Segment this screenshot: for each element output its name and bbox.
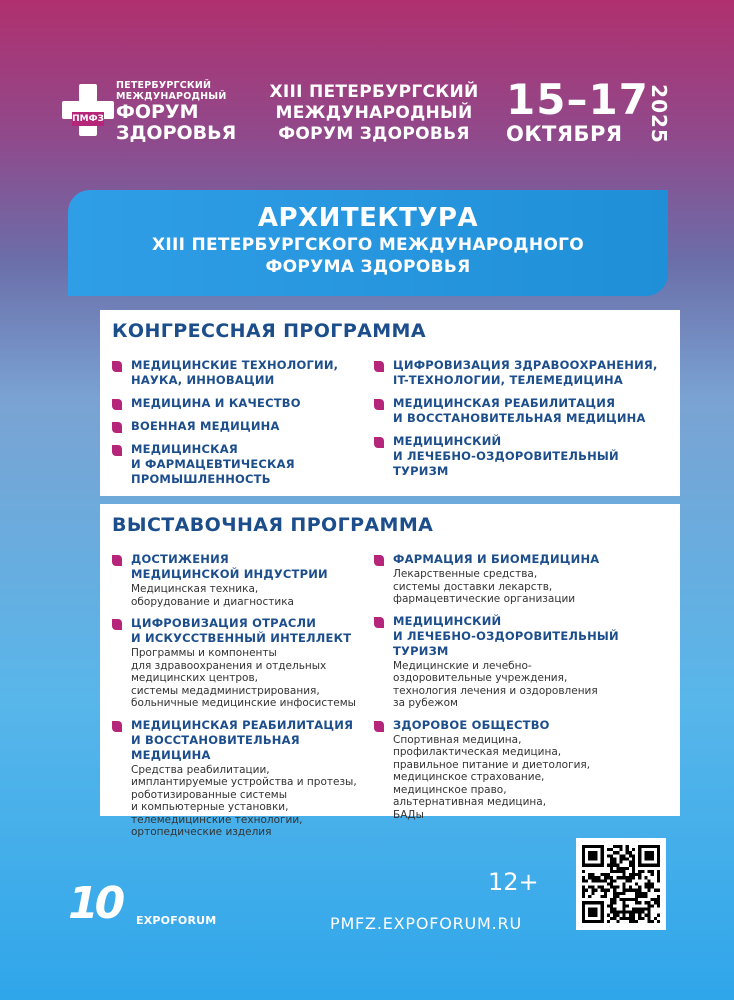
program-item-description: Медицинская техника, оборудование и диагностика — [131, 583, 294, 608]
header — [0, 0, 734, 170]
program-item-title: ЦИФРОВИЗАЦИЯ ОТРАСЛИ И ИСКУССТВЕННЫЙ ИНТЕЛЛЕКТ — [131, 616, 352, 645]
exhibition-program-card — [100, 504, 680, 838]
program-item-description: Лекарственные средства, системы доставки лекарств, фармацевтические организации — [393, 568, 576, 605]
program-item — [112, 442, 374, 487]
congress-program-title: КОНГРЕССНАЯ ПРОГРАММА — [112, 320, 426, 342]
program-item — [112, 616, 374, 710]
program-item — [112, 396, 374, 411]
logo-small-text: ПЕТЕРБУРГСКИЙ МЕЖДУНАРОДНЫЙ — [116, 80, 227, 102]
program-item-description: Программы и компоненты для здравоохранения и отдельных медицинских центров, системы медадминистрирования, больничные медицинские инфосистемы — [131, 647, 356, 709]
expoforum-label: EXPOFORUM — [136, 914, 217, 927]
program-item-title: МЕДИЦИНСКАЯ И ФАРМАЦЕВТИЧЕСКАЯ ПРОМЫШЛЕННОСТЬ — [131, 442, 295, 486]
exhibition-program-title: ВЫСТАВОЧНАЯ ПРОГРАММА — [112, 514, 434, 536]
bullet-icon — [112, 399, 122, 410]
program-item-title: МЕДИЦИНСКАЯ РЕАБИЛИТАЦИЯ И ВОССТАНОВИТЕЛЬНАЯ МЕДИЦИНА — [393, 396, 646, 425]
banner-title: АРХИТЕКТУРА — [257, 203, 479, 233]
bullet-icon — [374, 361, 384, 372]
medical-cross-icon — [62, 84, 114, 136]
anniversary-number: 10 — [68, 878, 122, 929]
bullet-icon — [374, 437, 384, 448]
exhibition-left-column — [112, 552, 374, 847]
program-item — [112, 358, 374, 388]
bullet-icon — [374, 617, 384, 628]
bullet-icon — [374, 555, 384, 566]
program-item-description: Медицинские и лечебно- оздоровительные учреждения, технология лечения и оздоровления за рубежом — [393, 659, 598, 709]
date-range: 15–17 — [506, 75, 649, 124]
program-item-title: ЗДОРОВОЕ ОБЩЕСТВО — [393, 717, 550, 732]
expoforum-logo[interactable] — [64, 880, 224, 936]
program-item-description: Средства реабилитации, имплантируемые устройства и протезы, роботизированные системы и компьютерные установки, телемедицинские технологии, ортопедические изделия — [131, 763, 357, 838]
event-year: 2025 — [647, 84, 671, 144]
program-item — [374, 552, 674, 606]
banner-subtitle: XIII ПЕТЕРБУРГСКОГО МЕЖДУНАРОДНОГО ФОРУМА ЗДОРОВЬЯ — [151, 235, 585, 277]
program-item-title: ФАРМАЦИЯ И БИОМЕДИЦИНА — [393, 552, 600, 566]
exhibition-right-column — [374, 552, 674, 829]
bullet-icon — [374, 399, 384, 410]
congress-right-column — [374, 358, 674, 487]
program-item-title: МЕДИЦИНСКИЙ И ЛЕЧЕБНО-ОЗДОРОВИТЕЛЬНЫЙ ТУРИЗМ — [393, 613, 619, 658]
age-rating: 12+ — [488, 868, 539, 896]
congress-left-column — [112, 358, 374, 495]
qr-code-icon[interactable] — [576, 838, 666, 930]
program-item-title: МЕДИЦИНА И КАЧЕСТВО — [131, 396, 301, 410]
forum-title: XIII ПЕТЕРБУРГСКИЙ МЕЖДУНАРОДНЫЙ ФОРУМ ЗДОРОВЬЯ — [269, 82, 479, 144]
bullet-icon — [112, 721, 122, 732]
program-item-title: МЕДИЦИНСКИЕ ТЕХНОЛОГИИ, НАУКА, ИННОВАЦИИ — [131, 358, 339, 387]
bullet-icon — [374, 721, 384, 732]
program-item — [374, 358, 674, 388]
bullet-icon — [112, 361, 122, 372]
program-item — [112, 552, 374, 608]
program-item-title: МЕДИЦИНСКАЯ РЕАБИЛИТАЦИЯ И ВОССТАНОВИТЕЛЬНАЯ МЕДИЦИНА — [131, 717, 354, 762]
bullet-icon — [112, 619, 122, 630]
program-item-description: Спортивная медицина, профилактическая медицина, правильное питание и диетология, медицинское страхование, медицинское право, альтернативная медицина, БАДы — [393, 733, 591, 821]
logo-big-text: ФОРУМ ЗДОРОВЬЯ — [116, 101, 237, 144]
program-item-title: ДОСТИЖЕНИЯ МЕДИЦИНСКОЙ ИНДУСТРИИ — [131, 552, 328, 581]
date-month: ОКТЯБРЯ — [506, 122, 623, 146]
program-item-title: ВОЕННАЯ МЕДИЦИНА — [131, 419, 280, 433]
logo-abbreviation: ПМФЗ — [72, 114, 104, 124]
program-item — [374, 718, 674, 822]
program-item — [374, 614, 674, 710]
program-item — [112, 718, 374, 839]
bullet-icon — [112, 422, 122, 433]
program-item — [374, 396, 674, 426]
program-item-title: МЕДИЦИНСКИЙ И ЛЕЧЕБНО-ОЗДОРОВИТЕЛЬНЫЙ ТУРИЗМ — [393, 434, 619, 478]
architecture-banner — [68, 190, 668, 296]
program-item — [374, 434, 674, 479]
program-item — [112, 419, 374, 434]
bullet-icon — [112, 555, 122, 566]
program-item-title: ЦИФРОВИЗАЦИЯ ЗДРАВООХРАНЕНИЯ, IT-ТЕХНОЛОГИИ, ТЕЛЕМЕДИЦИНА — [393, 358, 658, 387]
congress-program-card — [100, 310, 680, 496]
website-link[interactable]: PMFZ.EXPOFORUM.RU — [330, 914, 522, 933]
bullet-icon — [112, 445, 122, 456]
forum-logo[interactable] — [62, 76, 252, 148]
event-dates — [506, 75, 649, 146]
